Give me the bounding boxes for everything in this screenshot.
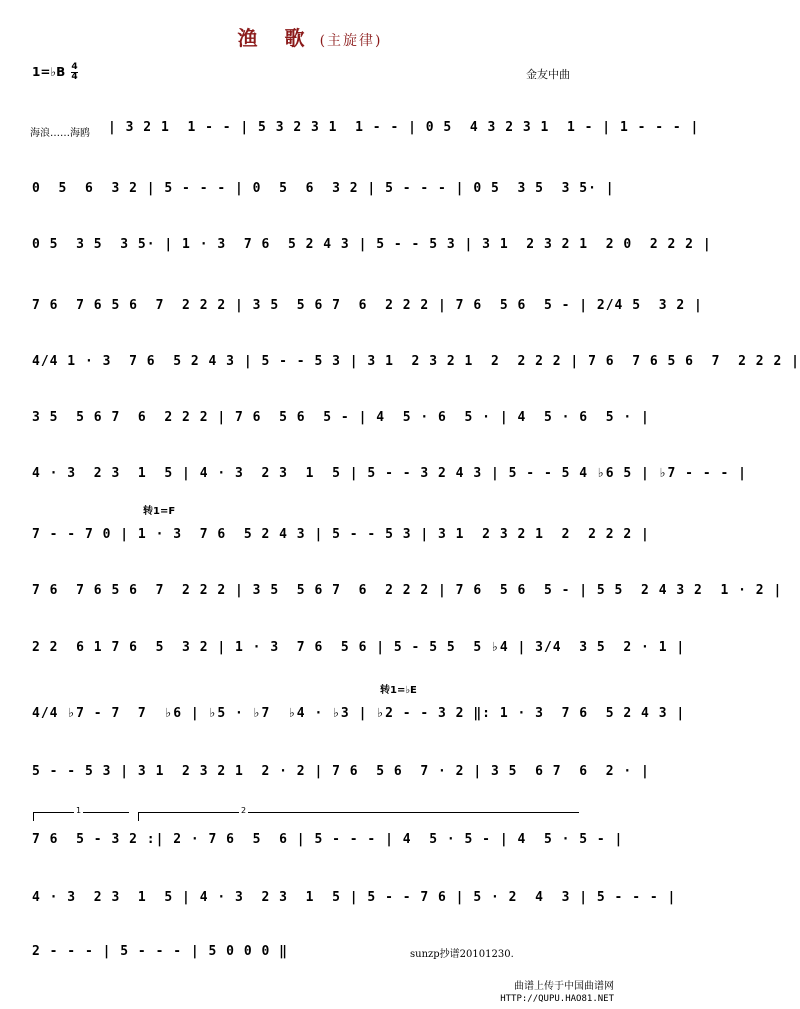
volta-number-2: 2: [241, 806, 247, 815]
notes-line-9: 7 6 7 6 5 6 7 2 2 2 | 3 5 5 6 7 6 2 2 2 | 7 6 5 6 5 - | 5 5 2 4 3 2 1 · 2 |: [32, 583, 783, 598]
staff-line-2: [0, 181, 620, 211]
transcriber-credit: sunzp抄谱20101230.: [410, 949, 514, 960]
volta-bracket-2: [138, 806, 579, 821]
key-signature: [32, 63, 78, 82]
time-signature: [71, 63, 77, 82]
notes-line-3: 0 5 3 5 3 5· | 1 · 3 7 6 5 2 4 3 | 5 - - 5 3 | 3 1 2 3 2 1 2 0 2 2 2 |: [32, 237, 712, 252]
staff-line-10: [0, 640, 686, 670]
notes-line-13: 7 6 5 - 3 2 :| 2 · 7 6 5 6 | 5 - - - | 4 5 · 5 - | 4 5 · 5 - |: [32, 832, 624, 847]
title-main: 渔 歌: [237, 26, 315, 50]
modulation-mark-1: 转1=F: [143, 506, 176, 517]
notes-line-14: 4 · 3 2 3 1 5 | 4 · 3 2 3 1 5 | 5 - - 7 6 | 5 · 2 4 3 | 5 - - - |: [32, 890, 677, 905]
staff-line-13: [0, 832, 624, 862]
notes-line-1: | 3 2 1 1 - - | 5 3 2 3 1 1 - - | 0 5 4 3 2 3 1 1 - | 1 - - - |: [108, 120, 700, 135]
notes-line-12: 5 - - 5 3 | 3 1 2 3 2 1 2 · 2 | 7 6 5 6 7 · 2 | 3 5 6 7 6 2 · |: [32, 764, 650, 779]
staff-line-15: [0, 944, 620, 974]
site-watermark: [500, 981, 614, 1005]
notes-line-2: 0 5 6 3 2 | 5 - - - | 0 5 6 3 2 | 5 - - - | 0 5 3 5 3 5· |: [32, 181, 615, 196]
notes-line-11: 4/4 ♭7 - 7 7 ♭6 | ♭5 · ♭7 ♭4 · ♭3 | ♭2 - - 3 2 ‖: 1 · 3 7 6 5 2 4 3 |: [32, 706, 686, 721]
watermark-url: HTTP://QUPU.HAO81.NET: [500, 994, 614, 1004]
lyric-label: 海浪……海鸥: [30, 128, 90, 139]
staff-line-12: [0, 764, 650, 794]
time-top: 4: [71, 62, 78, 72]
notes-line-10: 2 2 6 1 7 6 5 3 2 | 1 · 3 7 6 5 6 | 5 - 5 5 5 ♭4 | 3/4 3 5 2 · 1 |: [32, 640, 686, 655]
staff-line-9: [0, 583, 783, 613]
staff-line-11: [0, 706, 686, 736]
staff-line-1: [0, 120, 700, 150]
score-title: [0, 22, 620, 51]
notes-line-4: 7 6 7 6 5 6 7 2 2 2 | 3 5 5 6 7 6 2 2 2 | 7 6 5 6 5 - | 2/4 5 3 2 |: [32, 298, 703, 313]
staff-line-4: [0, 298, 703, 328]
key-label: 1=♭B: [32, 65, 66, 79]
time-bottom: 4: [71, 72, 78, 82]
modulation-mark-2: 转1=♭E: [380, 685, 417, 696]
staff-line-8: [0, 527, 650, 557]
staff-line-3: [0, 237, 712, 267]
notes-line-5: 4/4 1 · 3 7 6 5 2 4 3 | 5 - - 5 3 | 3 1 2 3 2 1 2 2 2 2 | 7 6 7 6 5 6 7 2 2 2 |: [32, 354, 800, 369]
volta-bracket-1: [33, 806, 129, 821]
staff-line-6: [0, 410, 650, 440]
notes-line-8: 7 - - 7 0 | 1 · 3 7 6 5 2 4 3 | 5 - - 5 3 | 3 1 2 3 2 1 2 2 2 2 |: [32, 527, 650, 542]
notes-line-15: 2 - - - | 5 - - - | 5 0 0 0 ‖: [32, 944, 288, 959]
staff-line-14: [0, 890, 677, 920]
notes-line-7: 4 · 3 2 3 1 5 | 4 · 3 2 3 1 5 | 5 - - 3 2 4 3 | 5 - - 5 4 ♭6 5 | ♭7 - - - |: [32, 466, 747, 481]
watermark-text: 曲谱上传于中国曲谱网: [514, 981, 614, 992]
staff-line-5: [0, 354, 800, 384]
notes-line-6: 3 5 5 6 7 6 2 2 2 | 7 6 5 6 5 - | 4 5 · 6 5 · | 4 5 · 6 5 · |: [32, 410, 650, 425]
title-sub: (主旋律): [319, 33, 383, 49]
volta-number-1: 1: [76, 806, 82, 815]
staff-line-7: [0, 466, 747, 496]
composer: 金友中曲: [526, 68, 570, 81]
